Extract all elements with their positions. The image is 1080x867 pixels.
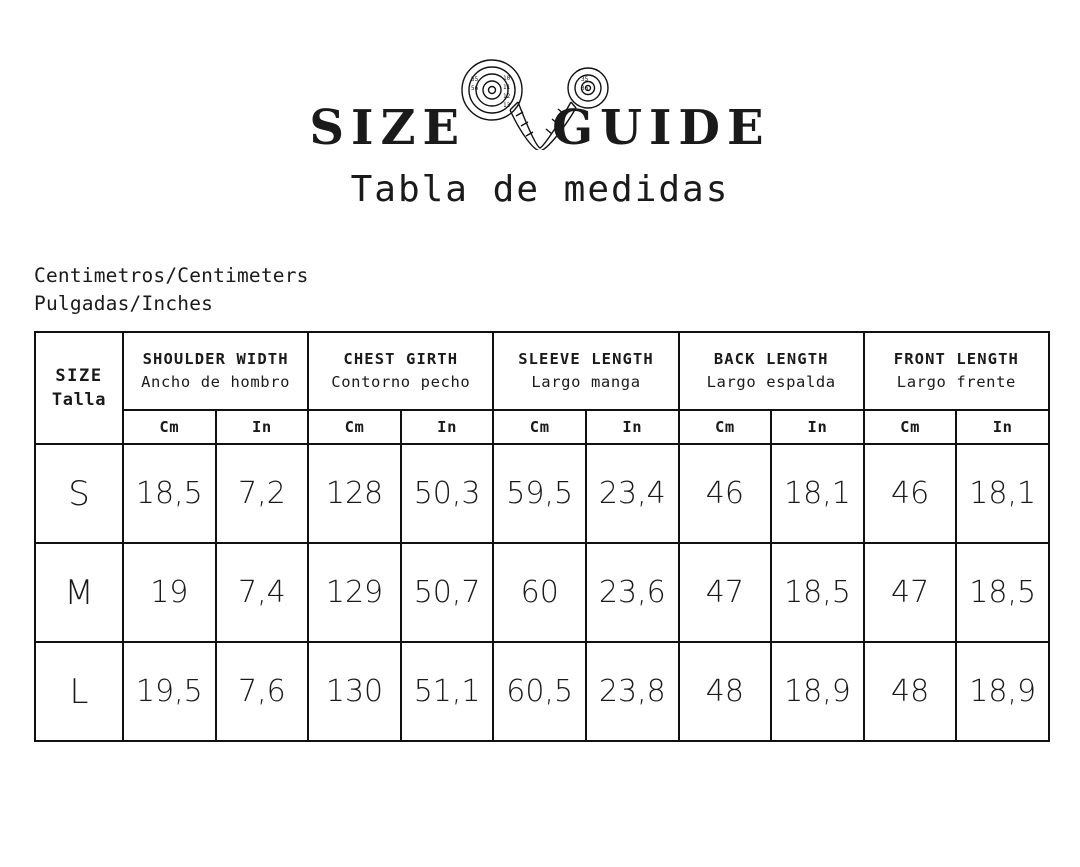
size-table-wrapper — [34, 331, 1046, 742]
svg-text:13: 13 — [503, 102, 511, 109]
row-2-cell-4: 60,5 — [493, 642, 586, 741]
header-group-4-en: FRONT LENGTH — [893, 350, 1019, 369]
header-group-1-es: Contorno pecho — [331, 373, 471, 392]
row-0-cell-0: 18,5 — [123, 444, 216, 543]
header-size-es: Talla — [51, 390, 107, 411]
row-1-cell-6: 47 — [679, 543, 772, 642]
header-group-front-length — [864, 332, 1049, 410]
row-1-cell-7: 18,5 — [771, 543, 864, 642]
header-group-0-es: Ancho de hombro — [141, 373, 291, 392]
row-1-cell-2: 129 — [308, 543, 401, 642]
table-unit-header-row — [35, 410, 1049, 444]
svg-text:35: 35 — [581, 76, 589, 83]
row-0-cell-2: 128 — [308, 444, 401, 543]
row-0-cell-9: 18,1 — [956, 444, 1049, 543]
svg-text:11: 11 — [503, 84, 511, 91]
header-group-2-en: SLEEVE LENGTH — [518, 350, 654, 369]
row-1-cell-0: 19 — [123, 543, 216, 642]
row-1-cell-8: 47 — [864, 543, 957, 642]
header-unit-3: In — [401, 410, 494, 444]
table-group-header-row — [35, 332, 1049, 410]
header-size — [35, 332, 123, 444]
svg-text:56: 56 — [471, 85, 479, 92]
row-2-cell-8: 48 — [864, 642, 957, 741]
header-group-4-es: Largo frente — [896, 373, 1016, 392]
row-2-cell-7: 18,9 — [771, 642, 864, 741]
row-1-cell-1: 7,4 — [216, 543, 309, 642]
table-row — [35, 444, 1049, 543]
header-group-shoulder-width — [123, 332, 308, 410]
row-1-cell-5: 23,6 — [586, 543, 679, 642]
row-2-cell-5: 23,8 — [586, 642, 679, 741]
row-0-cell-5: 23,4 — [586, 444, 679, 543]
row-2-cell-3: 51,1 — [401, 642, 494, 741]
row-0-cell-7: 18,1 — [771, 444, 864, 543]
header-group-back-length — [679, 332, 864, 410]
row-2-cell-0: 19,5 — [123, 642, 216, 741]
row-0-cell-4: 59,5 — [493, 444, 586, 543]
row-2-cell-2: 130 — [308, 642, 401, 741]
row-0-cell-3: 50,3 — [401, 444, 494, 543]
page-title-right: GUIDE — [552, 100, 771, 156]
header-unit-9: In — [956, 410, 1049, 444]
size-guide-table — [34, 331, 1050, 742]
header-unit-5: In — [586, 410, 679, 444]
page-subtitle: Tabla de medidas — [350, 169, 730, 210]
units-note-line-2: Pulgadas/Inches — [34, 291, 214, 315]
header-unit-6: Cm — [679, 410, 772, 444]
row-1-cell-3: 50,7 — [401, 543, 494, 642]
units-note-line-1: Centimetros/Centimeters — [34, 264, 309, 287]
header-group-1-en: CHEST GIRTH — [343, 350, 459, 369]
row-2-cell-6: 48 — [679, 642, 772, 741]
header-unit-7: In — [771, 410, 864, 444]
header-group-3-es: Largo espalda — [706, 373, 836, 392]
units-note — [34, 262, 1080, 317]
row-2-cell-9: 18,9 — [956, 642, 1049, 741]
svg-text:55: 55 — [471, 76, 479, 83]
header-size-en: SIZE — [55, 365, 103, 386]
header-unit-1: In — [216, 410, 309, 444]
header-unit-8: Cm — [864, 410, 957, 444]
row-0-cell-1: 7,2 — [216, 444, 309, 543]
svg-text:10: 10 — [503, 75, 511, 82]
row-0-cell-6: 46 — [679, 444, 772, 543]
header-unit-4: Cm — [493, 410, 586, 444]
header-group-sleeve-length — [493, 332, 678, 410]
page-header — [0, 0, 1080, 208]
row-2-cell-1: 7,6 — [216, 642, 309, 741]
header-group-3-en: BACK LENGTH — [713, 350, 829, 369]
row-1-size: M — [35, 543, 123, 642]
page-title-left: SIZE — [309, 100, 467, 156]
page-title — [0, 100, 1080, 156]
row-0-size: S — [35, 444, 123, 543]
svg-text:12: 12 — [503, 93, 511, 100]
svg-text:36: 36 — [581, 85, 589, 92]
header-unit-2: Cm — [308, 410, 401, 444]
row-0-cell-8: 46 — [864, 444, 957, 543]
table-row — [35, 543, 1049, 642]
row-1-cell-4: 60 — [493, 543, 586, 642]
row-1-cell-9: 18,5 — [956, 543, 1049, 642]
header-group-2-es: Largo manga — [531, 373, 641, 392]
table-row — [35, 642, 1049, 741]
header-group-0-en: SHOULDER WIDTH — [142, 350, 289, 369]
header-unit-0: Cm — [123, 410, 216, 444]
header-group-chest-girth — [308, 332, 493, 410]
row-2-size: L — [35, 642, 123, 741]
